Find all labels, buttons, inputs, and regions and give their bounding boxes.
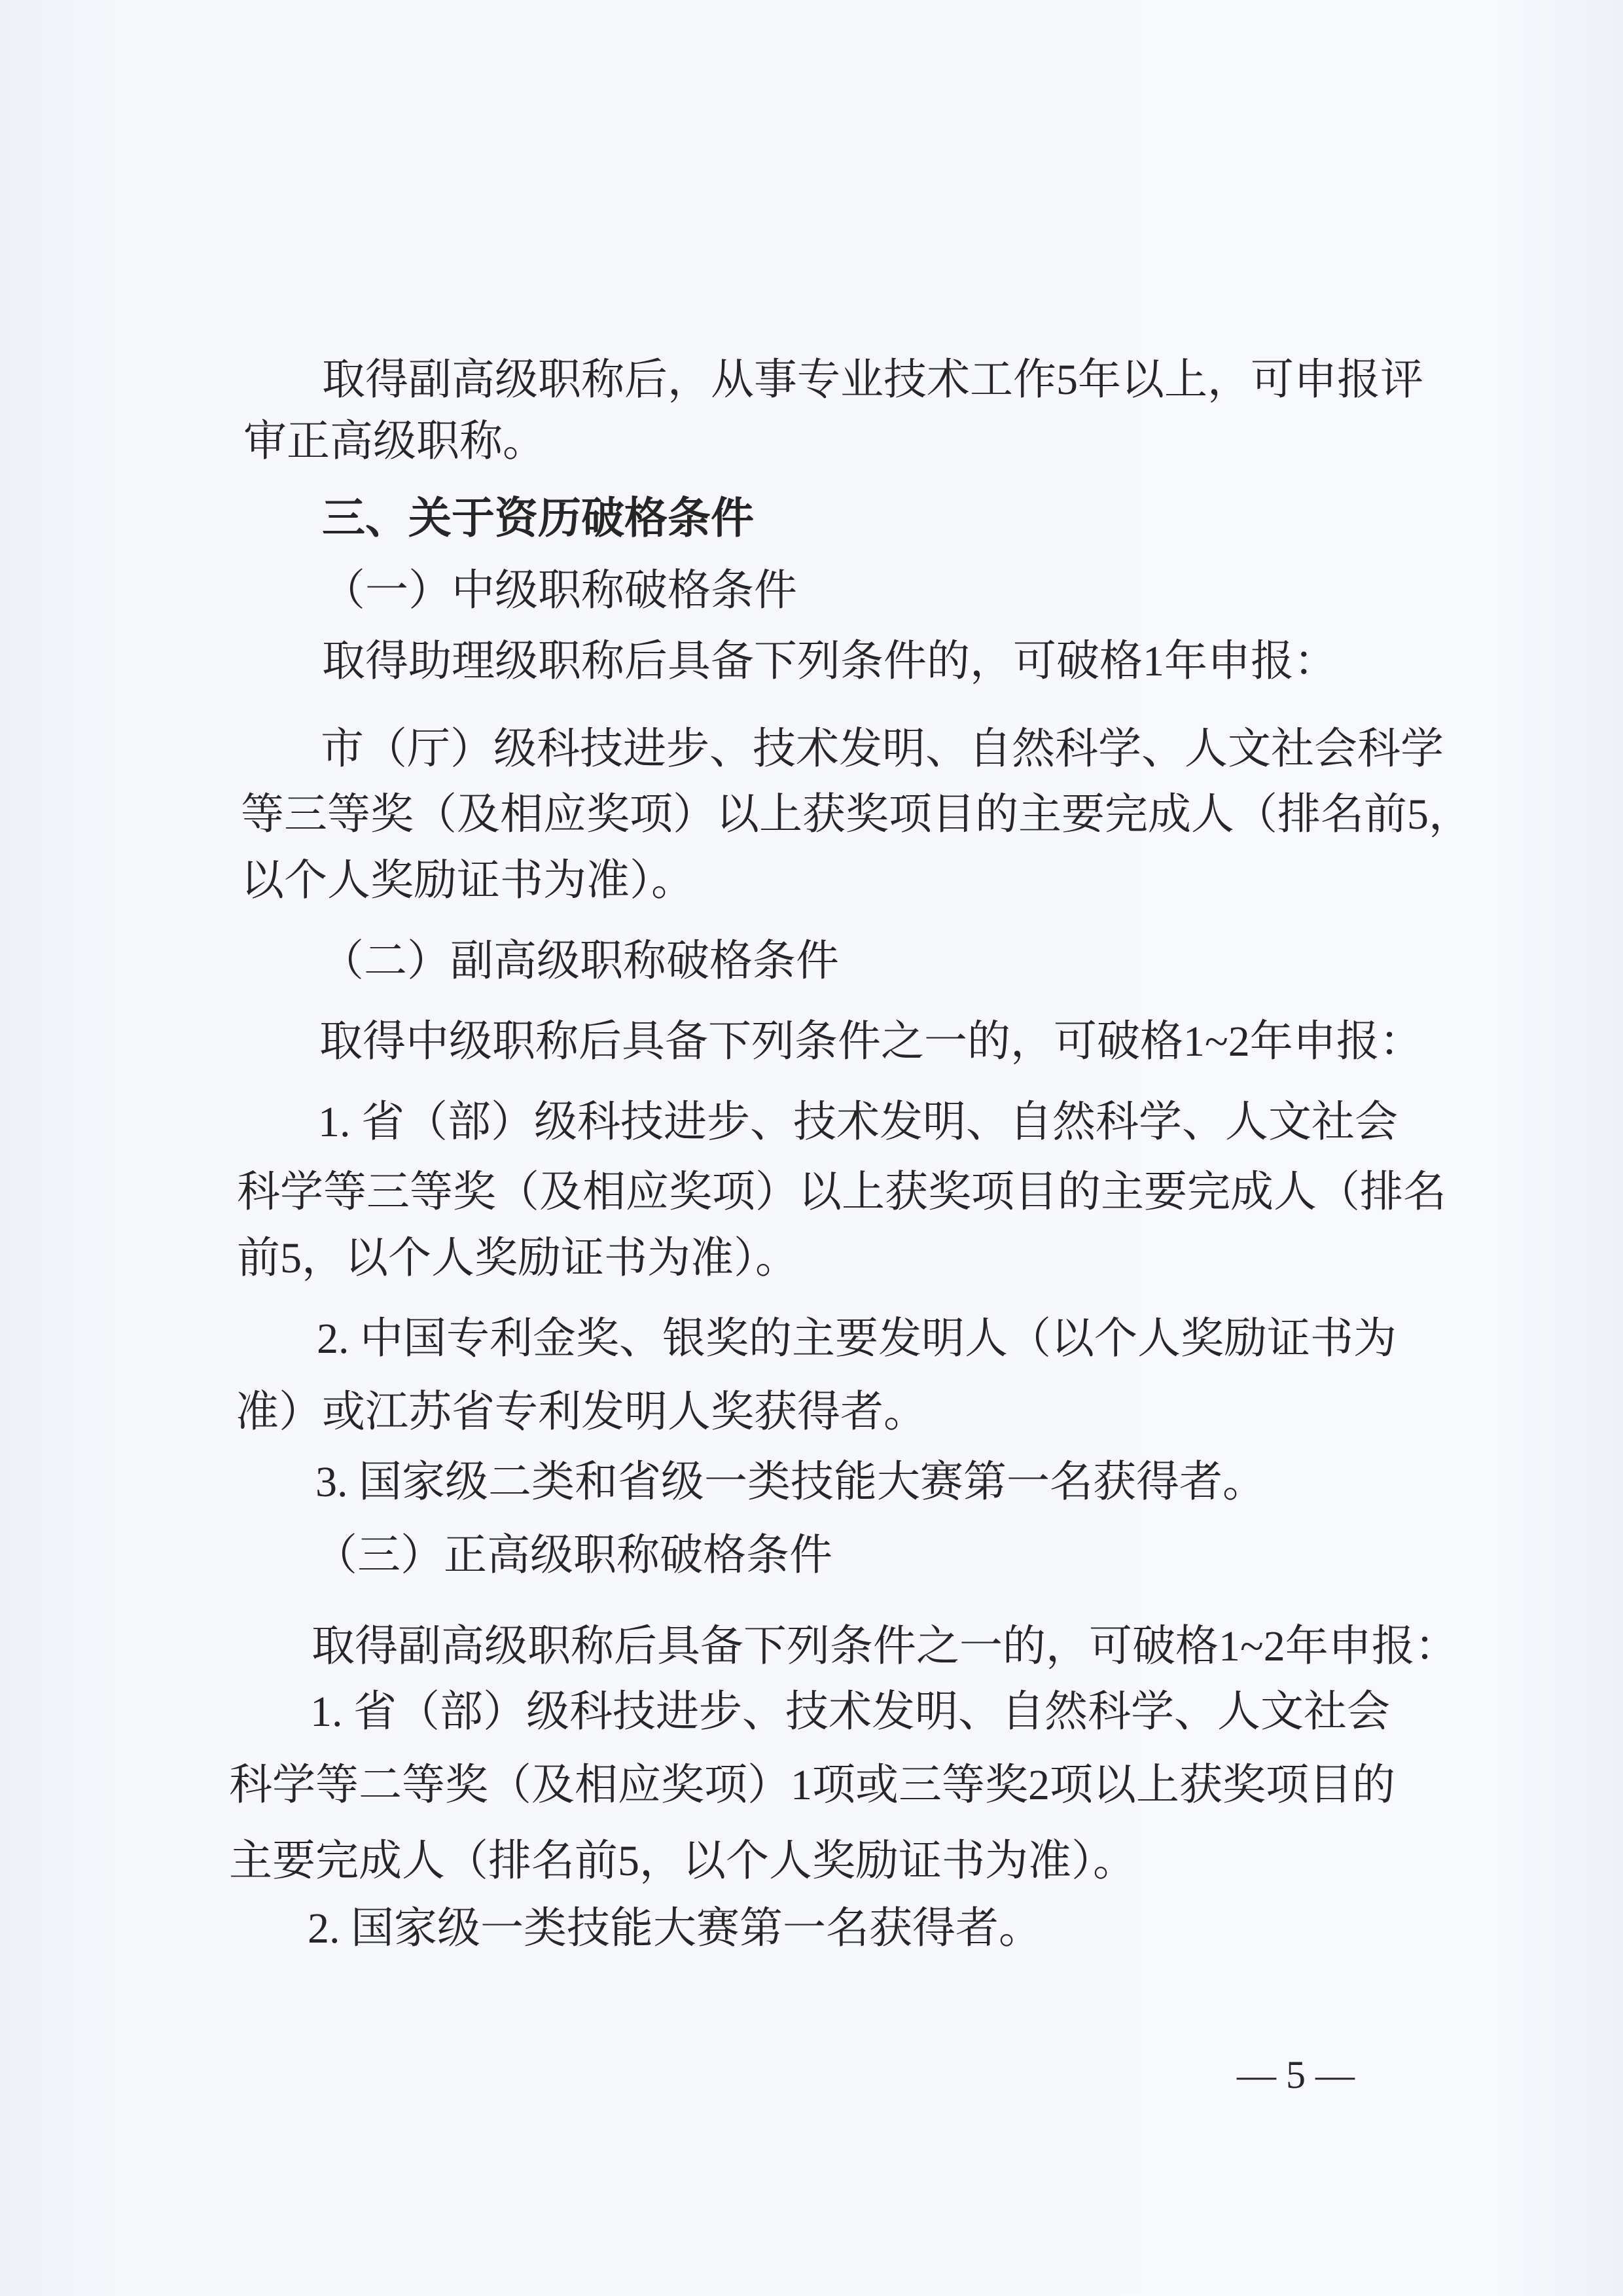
paragraph-line: 2. 国家级一类技能大赛第一名获得者。 bbox=[308, 1905, 1042, 1952]
subsection-heading: （三）正高级职称破格条件 bbox=[314, 1532, 832, 1579]
subsection-heading: （二）副高级职称破格条件 bbox=[321, 937, 839, 985]
paragraph-line: 科学等二等奖（及相应奖项）1项或三等奖2项以上获奖项目的 bbox=[229, 1761, 1395, 1809]
paragraph-line: 市（厅）级科技进步、技术发明、自然科学、人文社会科学 bbox=[321, 725, 1444, 773]
paragraph-line: 主要完成人（排名前5，以个人奖励证书为准）。 bbox=[229, 1837, 1136, 1885]
paragraph-line: 科学等三等奖（及相应奖项）以上获奖项目的主要完成人（排名 bbox=[237, 1168, 1446, 1216]
subsection-heading: （一）中级职称破格条件 bbox=[322, 567, 797, 615]
paragraph-line: 审正高级职称。 bbox=[243, 418, 546, 465]
paragraph-line: 取得中级职称后具备下列条件之一的，可破格1~2年申报： bbox=[319, 1018, 1423, 1066]
paragraph-line: 以个人奖励证书为准）。 bbox=[241, 857, 694, 905]
paragraph-line: 2. 中国专利金奖、银奖的主要发明人（以个人奖励证书为 bbox=[317, 1315, 1397, 1363]
paragraph-line: 等三等奖（及相应奖项）以上获奖项目的主要完成人（排名前5， bbox=[241, 791, 1472, 838]
paragraph-line: 1. 省（部）级科技进步、技术发明、自然科学、人文社会 bbox=[318, 1098, 1398, 1146]
paragraph-line: 前5，以个人奖励证书为准）。 bbox=[237, 1234, 798, 1282]
paragraph-line: 取得副高级职称后，从事专业技术工作5年以上，可申报评 bbox=[322, 356, 1423, 404]
paragraph-line: 准）或江苏省专利发明人奖获得者。 bbox=[236, 1388, 927, 1436]
paragraph-line: 取得助理级职称后具备下列条件的，可破格1年申报： bbox=[322, 637, 1337, 685]
section-heading: 三、关于资历破格条件 bbox=[322, 493, 754, 543]
page-number: — 5 — bbox=[1237, 2053, 1355, 2096]
paragraph-line: 3. 国家级二类和省级一类技能大赛第一名获得者。 bbox=[315, 1458, 1266, 1506]
paragraph-line: 取得副高级职称后具备下列条件之一的，可破格1~2年申报： bbox=[312, 1623, 1458, 1670]
paragraph-line: 1. 省（部）级科技进步、技术发明、自然科学、人文社会 bbox=[310, 1688, 1390, 1736]
